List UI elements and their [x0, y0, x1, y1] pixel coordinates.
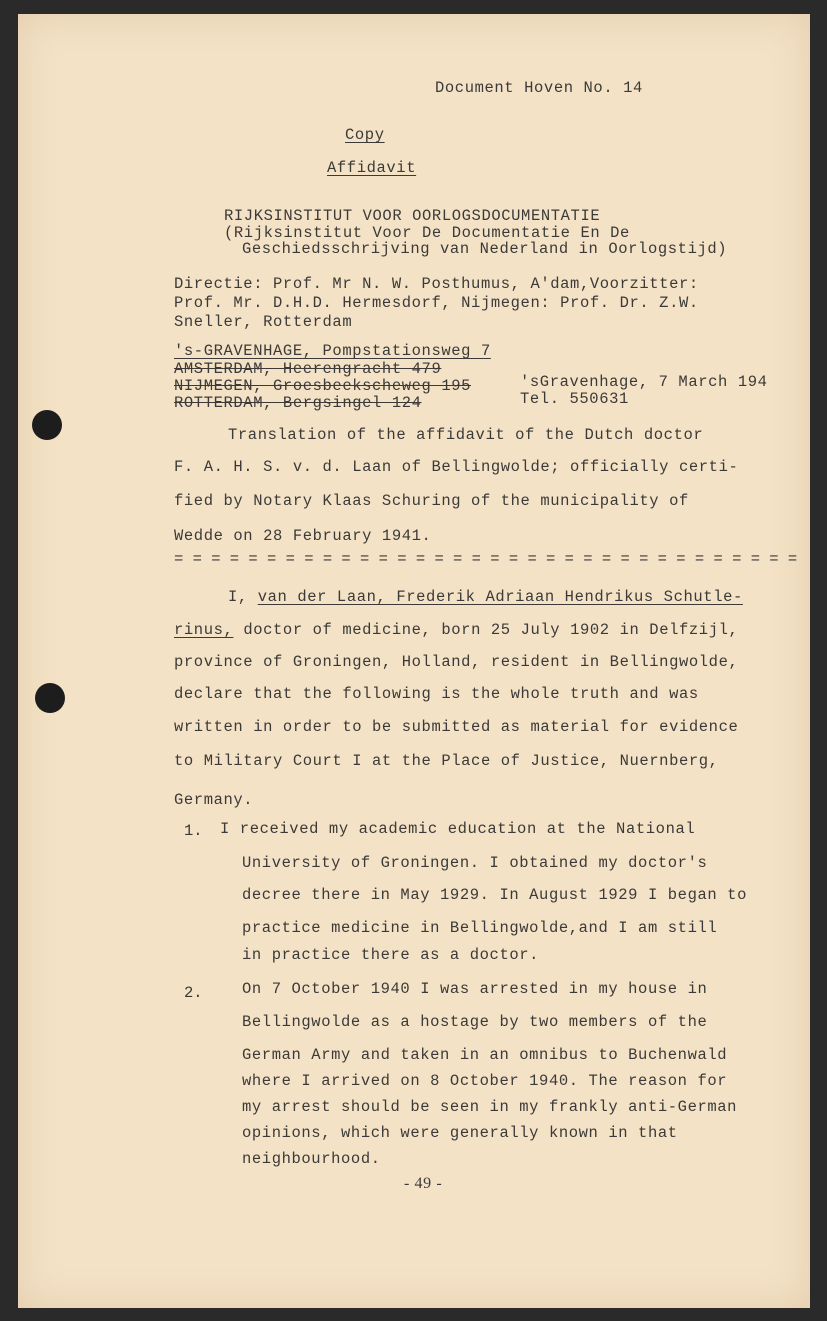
declarant-name: van der Laan, Frederik Adriaan Hendrikus Schutle- — [257, 588, 743, 606]
institute-name: RIJKSINSTITUT VOOR OORLOGSDOCUMENTATIE — [224, 207, 601, 225]
item-line: practice medicine in Bellingwolde,and I am still — [242, 919, 718, 937]
item-number: 1. — [184, 822, 203, 840]
intro-line: Translation of the affidavit of the Dutch doctor — [228, 426, 704, 444]
place-date: 'sGravenhage, 7 March 194 — [520, 373, 768, 391]
declaration-text: doctor of medicine, born 25 July 1902 in Delfzijl, — [243, 621, 739, 639]
address-line: AMSTERDAM, Heerengracht 479 — [174, 360, 442, 378]
declaration-line: written in order to be submitted as material for evidence — [174, 718, 739, 736]
address-line: ROTTERDAM, Bergsingel 124 — [174, 394, 422, 412]
separator: = = = = = = = = = = = = = = = = = = = = = = = = = = = = = = = = = = — [174, 550, 798, 568]
item-line: neighbourhood. — [242, 1150, 381, 1168]
institute-subtitle: Geschiedsschrijving van Nederland in Oorlogstijd) — [242, 240, 728, 258]
directie-line: Sneller, Rotterdam — [174, 313, 353, 331]
item-line: my arrest should be seen in my frankly anti-German — [242, 1098, 738, 1116]
item-line: I received my academic education at the National — [220, 820, 696, 838]
institute-subtitle: (Rijksinstitut Voor De Documentatie En De — [224, 224, 630, 242]
item-line: decree there in May 1929. In August 1929 I began to — [242, 886, 747, 904]
address-line: 's-GRAVENHAGE, Pompstationsweg 7 — [174, 342, 491, 360]
affidavit-title: Affidavit — [327, 159, 417, 177]
item-line: German Army and taken in an omnibus to Buchenwald — [242, 1046, 728, 1064]
copy-label: Copy — [345, 126, 385, 144]
item-line: where I arrived on 8 October 1940. The reason for — [242, 1072, 728, 1090]
declaration-line — [228, 588, 743, 606]
page-number: - 49 - — [404, 1175, 443, 1192]
punch-hole — [35, 683, 65, 713]
directie-line: Directie: Prof. Mr N. W. Posthumus, A'dam,Voorzitter: — [174, 275, 699, 293]
declaration-lead: I, — [228, 588, 248, 606]
telephone: Tel. 550631 — [520, 390, 629, 408]
intro-line: Wedde on 28 February 1941. — [174, 527, 432, 545]
declaration-line: to Military Court I at the Place of Justice, Nuernberg, — [174, 752, 719, 770]
item-line: opinions, which were generally known in that — [242, 1124, 678, 1142]
declaration-line: Germany. — [174, 791, 254, 809]
declaration-line — [174, 621, 738, 639]
intro-line: F. A. H. S. v. d. Laan of Bellingwolde; officially certi- — [174, 458, 739, 476]
declaration-line: province of Groningen, Holland, resident in Bellingwolde, — [174, 653, 739, 671]
punch-hole — [32, 410, 62, 440]
item-number: 2. — [184, 984, 203, 1002]
declarant-name: rinus, — [174, 621, 234, 639]
intro-line: fied by Notary Klaas Schuring of the municipality of — [174, 492, 689, 510]
item-line: On 7 October 1940 I was arrested in my house in — [242, 980, 708, 998]
address-line: NIJMEGEN, Groesbeekscheweg 195 — [174, 377, 472, 395]
item-line: Bellingwolde as a hostage by two members of the — [242, 1013, 708, 1031]
item-line: University of Groningen. I obtained my doctor's — [242, 854, 708, 872]
declaration-line: declare that the following is the whole truth and was — [174, 685, 699, 703]
directie-line: Prof. Mr. D.H.D. Hermesdorf, Nijmegen: Prof. Dr. Z.W. — [174, 294, 699, 312]
item-line: in practice there as a doctor. — [242, 946, 540, 964]
document-reference: Document Hoven No. 14 — [435, 79, 643, 97]
